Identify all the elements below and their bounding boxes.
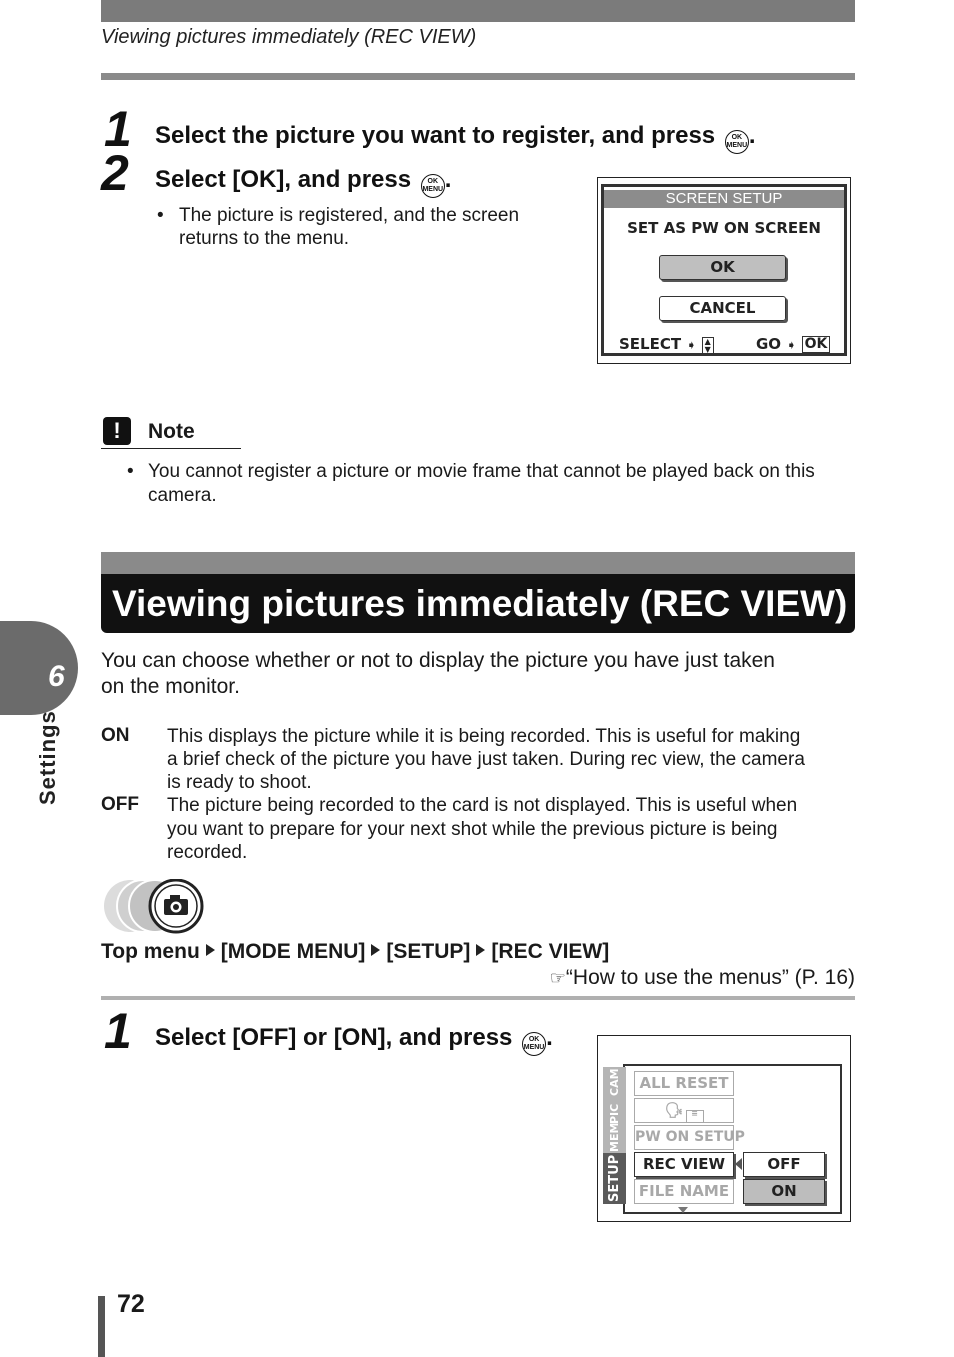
definition-on-line-2: a brief check of the picture you have just taken. During rec view, the camera xyxy=(167,749,805,770)
lcd-title: SCREEN SETUP xyxy=(604,190,844,208)
page-number-bar xyxy=(98,1296,105,1357)
bullet-dot: • xyxy=(127,461,134,482)
menu-tab-cam[interactable]: CAM xyxy=(608,1068,621,1096)
step-number: 2 xyxy=(101,145,129,201)
menu-item-pw-on-setup[interactable]: PW ON SETUP xyxy=(634,1125,734,1150)
lcd-setup-menu xyxy=(597,1035,851,1222)
definition-off-line-3: recorded. xyxy=(167,842,248,863)
scroll-down-icon xyxy=(678,1207,688,1213)
definition-off-line-1: The picture being recorded to the card is not displayed. This is useful when xyxy=(167,795,798,816)
note-heading: Note xyxy=(148,420,195,443)
step-2-bullet-line-2: returns to the menu. xyxy=(179,228,350,249)
step-2-label: Select [OK], and press xyxy=(155,166,412,193)
speaker-icon: 🗣 xyxy=(664,1101,684,1119)
arrow-right-icon: ➧ xyxy=(786,338,797,352)
step-select-label: Select [OFF] or [ON], and press xyxy=(155,1024,513,1051)
menu-item-all-reset[interactable]: ALL RESET xyxy=(634,1071,734,1096)
section-bar xyxy=(101,552,855,574)
step-number: 1 xyxy=(104,101,132,157)
step-2-bullet-line-1: The picture is registered, and the screen xyxy=(179,205,520,226)
menu-item-sound[interactable] xyxy=(634,1098,734,1123)
ok-key-icon: OK xyxy=(802,336,831,353)
menu-tab-pic[interactable]: PIC xyxy=(608,1103,621,1124)
shooting-mode-icon xyxy=(103,879,213,935)
bullet-dot: • xyxy=(157,205,164,226)
running-header-title: Viewing pictures immediately (REC VIEW) xyxy=(101,26,477,48)
intro-line-2: on the monitor. xyxy=(101,675,240,698)
section-rule xyxy=(101,996,855,1000)
definition-term-on: ON xyxy=(101,725,130,746)
select-hint: SELECT ➧ ▲ ▼ xyxy=(619,335,714,355)
page-number: 72 xyxy=(117,1290,145,1318)
option-on[interactable]: ON xyxy=(743,1179,825,1204)
step-select-text: Select [OFF] or [ON], and press OK MENU . xyxy=(155,1024,553,1056)
chapter-tab xyxy=(0,621,78,715)
section-title: Viewing pictures immediately (REC VIEW) xyxy=(101,574,855,633)
arrow-right-icon xyxy=(371,944,380,956)
definition-on-line-1: This displays the picture while it is being recorded. This is useful for making xyxy=(167,726,801,747)
ok-menu-button-icon: OK MENU xyxy=(421,174,445,198)
step-1-text: Select the picture you want to register, and press OK MENU . xyxy=(155,122,756,154)
menu-path: Top menu [MODE MENU] [SETUP] [REC VIEW] xyxy=(101,940,610,963)
cancel-option-button[interactable]: CANCEL xyxy=(659,296,786,321)
menu-tab-mem[interactable]: MEM xyxy=(608,1122,621,1152)
menu-item-rec-view[interactable]: REC VIEW xyxy=(634,1152,734,1177)
definition-on-line-3: is ready to shoot. xyxy=(167,772,312,793)
up-down-arrow-icon: ▲ ▼ xyxy=(702,337,714,355)
arrow-right-icon: ➧ xyxy=(686,338,697,352)
lcd-screen-setup xyxy=(597,177,851,364)
definition-off-line-2: you want to prepare for your next shot while the previous picture is being xyxy=(167,819,778,840)
intro-line-1: You can choose whether or not to display the picture you have just taken xyxy=(101,649,775,672)
ok-option-button[interactable]: OK xyxy=(659,255,786,280)
note-line-1: You cannot register a picture or movie frame that cannot be played back on this xyxy=(148,461,815,482)
chapter-number: 6 xyxy=(48,660,65,693)
submenu-pointer-icon xyxy=(735,1158,742,1170)
menu-item-file-name[interactable]: FILE NAME xyxy=(634,1179,734,1204)
list-icon: ≡ xyxy=(686,1110,704,1123)
ok-menu-button-icon: OK MENU xyxy=(522,1032,546,1056)
step-1-label: Select the picture you want to register, and press xyxy=(155,122,716,149)
cross-reference: ☞“How to use the menus” (P. 16) xyxy=(549,966,855,989)
chapter-label: Settings xyxy=(35,710,60,805)
header-bar xyxy=(101,0,855,22)
reference-pointer-icon: ☞ xyxy=(549,968,566,988)
lcd-subtitle: SET AS PW ON SCREEN xyxy=(627,219,821,237)
note-underline xyxy=(101,448,241,449)
ok-menu-button-icon: OK MENU xyxy=(725,130,749,154)
note-alert-icon: ! xyxy=(103,417,131,445)
note-line-2: camera. xyxy=(148,485,217,506)
menu-tab-setup[interactable]: SETUP xyxy=(607,1154,622,1202)
arrow-right-icon xyxy=(206,944,215,956)
header-rule xyxy=(101,73,855,80)
step-number: 1 xyxy=(104,1003,132,1059)
step-2-text: Select [OK], and press OK MENU . xyxy=(155,166,451,198)
go-hint: GO ➧ OK xyxy=(756,335,830,353)
definition-term-off: OFF xyxy=(101,794,139,815)
option-off[interactable]: OFF xyxy=(743,1152,825,1177)
arrow-right-icon xyxy=(476,944,485,956)
